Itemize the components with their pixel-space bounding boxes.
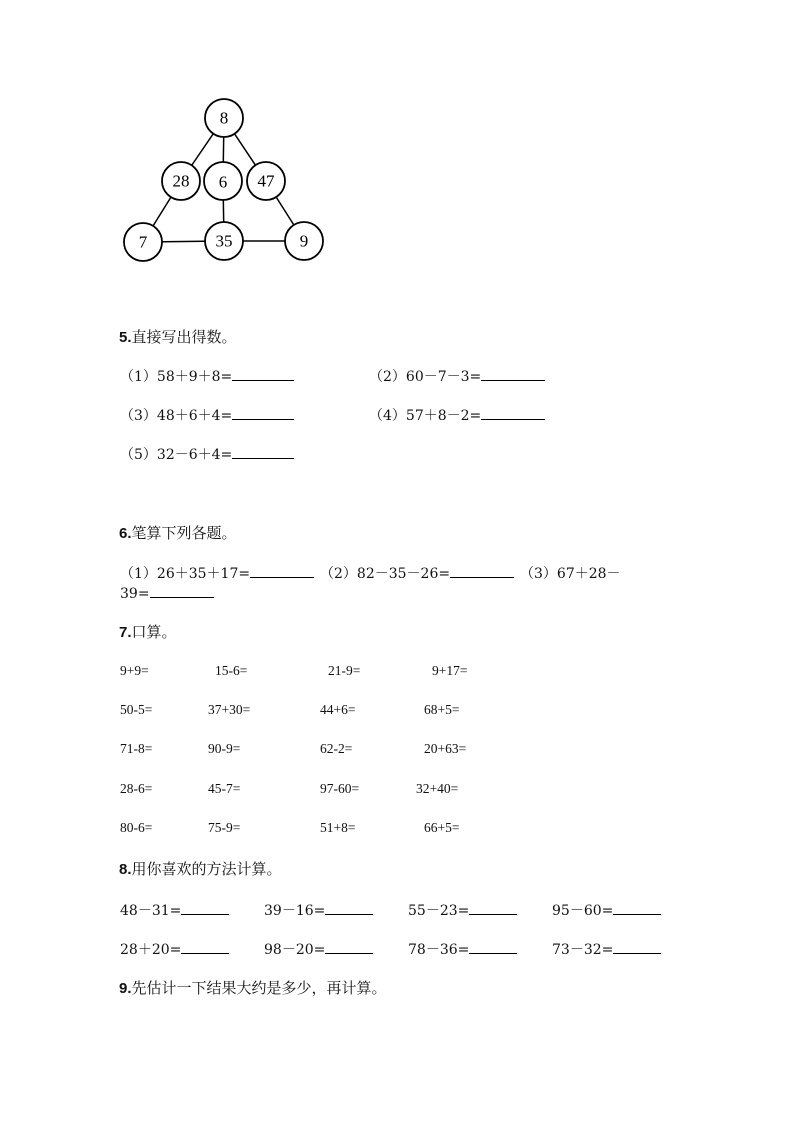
answer-blank[interactable] bbox=[469, 941, 517, 954]
answer-blank[interactable] bbox=[450, 565, 514, 578]
node-label: 47 bbox=[257, 171, 275, 191]
question-9-heading bbox=[119, 977, 387, 998]
answer-blank[interactable] bbox=[232, 407, 294, 420]
node-label: 28 bbox=[172, 171, 190, 191]
oral-calc-item: 9+17= bbox=[432, 663, 468, 678]
answer-blank[interactable] bbox=[250, 565, 314, 578]
node-label: 7 bbox=[138, 232, 148, 252]
exercise-item bbox=[120, 585, 214, 602]
exercise-item bbox=[320, 563, 514, 583]
exercise-text: 95－60= bbox=[552, 903, 614, 919]
question-number: 9. bbox=[119, 980, 132, 997]
answer-blank[interactable] bbox=[181, 941, 229, 954]
node-label: 8 bbox=[219, 108, 229, 128]
exercise-item bbox=[120, 444, 294, 464]
exercise-text: 48－31= bbox=[120, 903, 182, 919]
exercise-item bbox=[120, 366, 294, 386]
answer-blank[interactable] bbox=[181, 902, 229, 915]
node-label: 9 bbox=[299, 231, 309, 251]
oral-calc-item: 50-5= bbox=[120, 702, 153, 717]
question-title: 用你喜欢的方法计算。 bbox=[131, 860, 282, 878]
exercise-text: （4）57＋8－2= bbox=[369, 408, 482, 424]
answer-blank[interactable] bbox=[232, 446, 294, 459]
question-title: 口算。 bbox=[131, 623, 177, 641]
exercise-item bbox=[369, 366, 545, 386]
oral-calc-item: 21-9= bbox=[328, 663, 361, 678]
oral-calc-item: 80-6= bbox=[120, 820, 153, 835]
question-number: 8. bbox=[119, 861, 132, 878]
exercise-item bbox=[120, 900, 229, 920]
oral-calc-item: 90-9= bbox=[208, 741, 241, 756]
answer-blank[interactable] bbox=[481, 407, 545, 420]
oral-calc-item: 20+63= bbox=[424, 741, 467, 756]
oral-calc-item: 51+8= bbox=[320, 820, 356, 835]
answer-blank[interactable] bbox=[613, 902, 661, 915]
answer-blank[interactable] bbox=[325, 902, 373, 915]
answer-blank[interactable] bbox=[613, 941, 661, 954]
oral-calc-item: 68+5= bbox=[424, 702, 460, 717]
exercise-item bbox=[120, 405, 294, 425]
exercise-text: 78－36= bbox=[408, 942, 470, 958]
exercise-item bbox=[120, 563, 314, 583]
oral-calc-item: 45-7= bbox=[208, 781, 241, 796]
oral-calc-item: 75-9= bbox=[208, 820, 241, 835]
exercise-text: 39= bbox=[120, 586, 150, 602]
question-title: 笔算下列各题。 bbox=[131, 524, 237, 542]
question-number: 7. bbox=[119, 624, 132, 641]
question-title: 直接写出得数。 bbox=[131, 328, 237, 346]
question-title: 先估计一下结果大约是多少，再计算。 bbox=[131, 979, 387, 997]
exercise-text: 28＋20= bbox=[120, 942, 182, 958]
exercise-item bbox=[264, 900, 373, 920]
oral-calc-item: 62-2= bbox=[320, 741, 353, 756]
exercise-item bbox=[520, 563, 621, 583]
exercise-item bbox=[552, 939, 661, 959]
answer-blank[interactable] bbox=[481, 368, 545, 381]
oral-calc-item: 44+6= bbox=[320, 702, 356, 717]
exercise-text: （3）48＋6＋4= bbox=[120, 408, 233, 424]
oral-calc-item: 66+5= bbox=[424, 820, 460, 835]
question-8-heading bbox=[119, 858, 282, 879]
exercise-text: （3）67＋28－ bbox=[520, 566, 621, 582]
exercise-item bbox=[264, 939, 373, 959]
exercise-text: 55－23= bbox=[408, 903, 470, 919]
exercise-item bbox=[408, 939, 517, 959]
exercise-text: 39－16= bbox=[264, 903, 326, 919]
oral-calc-item: 28-6= bbox=[120, 781, 153, 796]
node-label: 35 bbox=[215, 231, 233, 251]
oral-calc-item: 15-6= bbox=[215, 663, 248, 678]
exercise-text: （2）82－35－26= bbox=[320, 566, 451, 582]
exercise-text: 98－20= bbox=[264, 942, 326, 958]
exercise-item bbox=[408, 900, 517, 920]
number-triangle-diagram bbox=[0, 0, 793, 300]
answer-blank[interactable] bbox=[232, 368, 294, 381]
exercise-text: （1）26＋35＋17= bbox=[120, 566, 251, 582]
question-7-heading bbox=[119, 621, 177, 642]
exercise-item bbox=[369, 405, 545, 425]
question-number: 5. bbox=[119, 329, 132, 346]
exercise-item bbox=[552, 900, 661, 920]
exercise-item bbox=[120, 939, 229, 959]
oral-calc-item: 97-60= bbox=[320, 781, 360, 796]
exercise-text: （5）32－6＋4= bbox=[120, 447, 233, 463]
exercise-text: （1）58＋9＋8= bbox=[120, 369, 233, 385]
node-label: 6 bbox=[218, 172, 228, 192]
answer-blank[interactable] bbox=[150, 585, 214, 598]
oral-calc-item: 32+40= bbox=[416, 781, 459, 796]
exercise-text: 73－32= bbox=[552, 942, 614, 958]
answer-blank[interactable] bbox=[469, 902, 517, 915]
question-6-heading bbox=[119, 522, 237, 543]
oral-calc-item: 9+9= bbox=[120, 663, 149, 678]
question-number: 6. bbox=[119, 525, 132, 542]
oral-calc-item: 37+30= bbox=[208, 702, 251, 717]
exercise-text: （2）60－7－3= bbox=[369, 369, 482, 385]
oral-calc-item: 71-8= bbox=[120, 741, 153, 756]
answer-blank[interactable] bbox=[325, 941, 373, 954]
question-5-heading bbox=[119, 326, 237, 347]
